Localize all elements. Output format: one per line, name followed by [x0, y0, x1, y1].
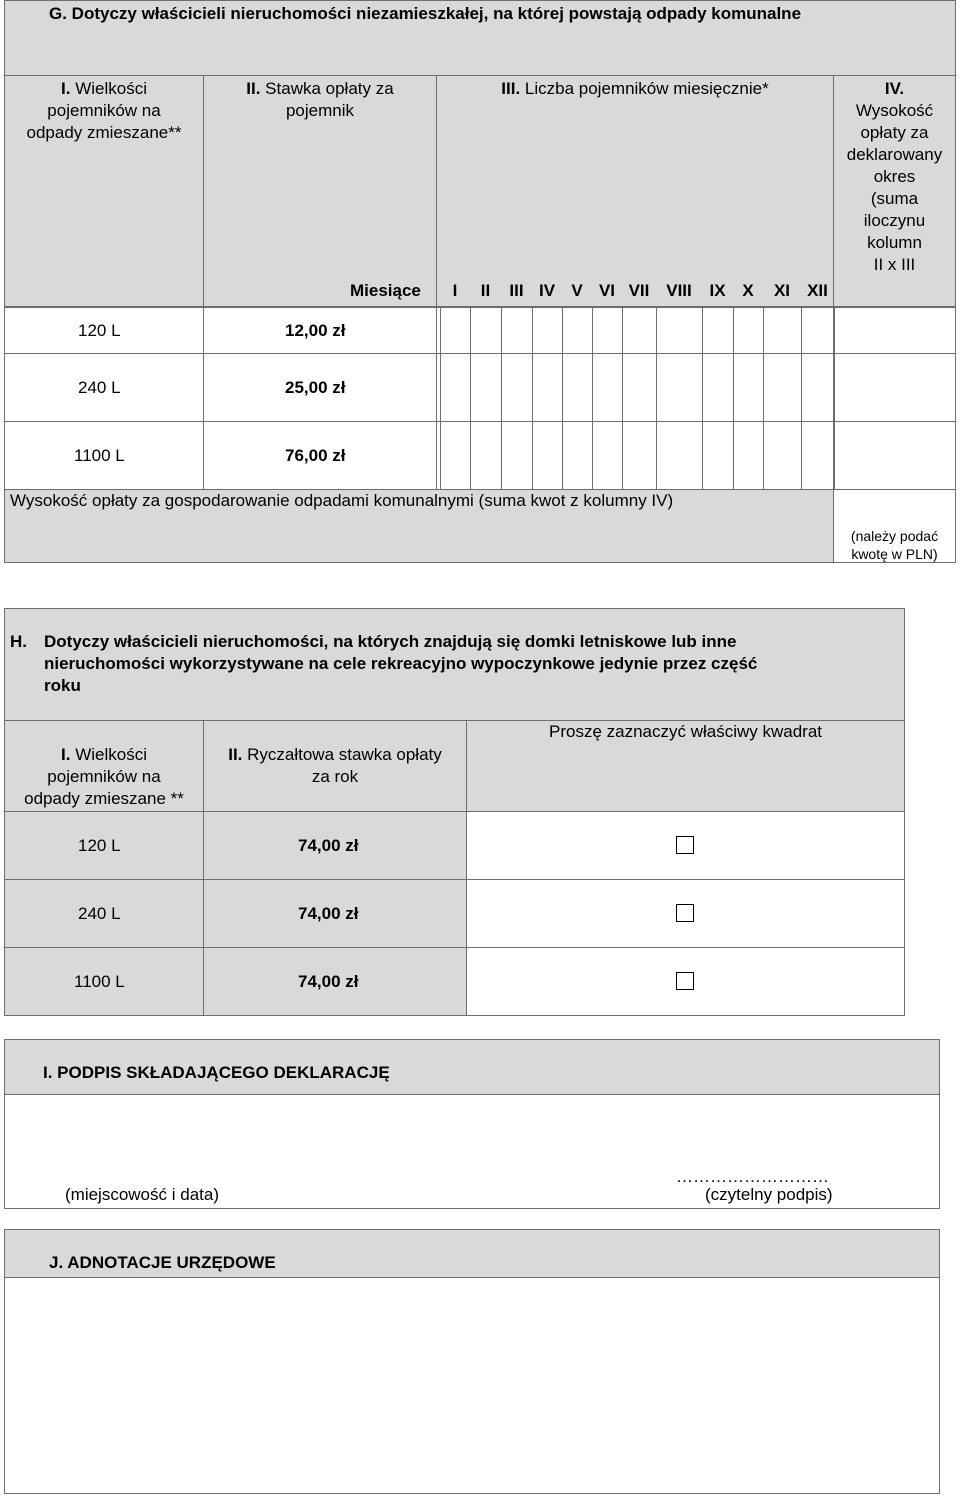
g-total-label: Wysokość opłaty za gospodarowanie odpadami komunalnymi (suma kwot z kolumny IV) — [10, 491, 674, 510]
section-h-letter: H. — [10, 632, 27, 651]
g-row-120-month-iii-input[interactable] — [501, 307, 533, 354]
g-row-240-month-ix-input[interactable] — [702, 353, 734, 422]
h-row-240-rate: 74,00 zł — [298, 904, 359, 923]
month-viii: VIII — [666, 281, 692, 300]
g-row-120-month-ii-input[interactable] — [470, 307, 502, 354]
month-x: X — [742, 281, 754, 300]
g-row-1100-month-iv-input[interactable] — [532, 421, 563, 490]
months-label: Miesiące — [350, 281, 421, 300]
h-row-1100-rate: 74,00 zł — [298, 972, 359, 991]
month-xii: XII — [807, 281, 828, 300]
h-col2-label: II. Ryczałtowa stawka opłaty za rok — [228, 745, 442, 786]
g-row-240-size: 240 L — [78, 378, 121, 397]
g-col3-header — [436, 75, 834, 307]
g-row-1100-month-i-input[interactable] — [440, 421, 471, 490]
g-row-1100-month-viii-input[interactable] — [656, 421, 703, 490]
g-row-120-month-i-input[interactable] — [440, 307, 471, 354]
g-row-120-month-vii-input[interactable] — [622, 307, 657, 354]
g-row-240-month-iv-input[interactable] — [532, 353, 563, 422]
g-row-240-month-vi-input[interactable] — [592, 353, 623, 422]
g-row-240-month-spacer — [436, 353, 441, 422]
h-row-240-size: 240 L — [78, 904, 121, 923]
g-row-120-month-viii-input[interactable] — [656, 307, 703, 354]
month-vi: VI — [598, 281, 616, 300]
g-row-120-month-spacer — [436, 307, 441, 354]
g-row-240-month-v-input[interactable] — [562, 353, 593, 422]
h-row-120-checkbox[interactable] — [676, 836, 694, 854]
g-row-120-month-xi-input[interactable] — [763, 307, 802, 354]
g-row-240-rate: 25,00 zł — [285, 378, 346, 397]
h-col1-label: I. Wielkości pojemników na odpady zmieszane ** — [24, 745, 184, 808]
section-j-body[interactable] — [4, 1277, 940, 1494]
g-row-1100-month-x-input[interactable] — [733, 421, 764, 490]
h-row-1100-size: 1100 L — [74, 972, 125, 991]
g-row-1100-rate: 76,00 zł — [285, 446, 346, 465]
h-col3-label: Proszę zaznaczyć właściwy kwadrat — [548, 722, 823, 741]
g-row-240-month-x-input[interactable] — [733, 353, 764, 422]
month-vii: VII — [628, 281, 650, 300]
g-col3-label: III. Liczba pojemników miesięcznie* — [501, 79, 769, 98]
g-row-1100-month-xii-input[interactable] — [801, 421, 835, 490]
month-ii: II — [480, 281, 491, 300]
g-row-1100-month-spacer — [436, 421, 441, 490]
g-row-240-month-viii-input[interactable] — [656, 353, 703, 422]
g-row-120-rate: 12,00 zł — [285, 321, 346, 340]
g-row-1100-month-iii-input[interactable] — [501, 421, 533, 490]
g-row-120-month-v-input[interactable] — [562, 307, 593, 354]
g-col2-label: II. Stawka opłaty za pojemnik — [246, 79, 394, 120]
section-i-header — [4, 1039, 940, 1095]
g-row-1100-month-vii-input[interactable] — [622, 421, 657, 490]
g-row-240-month-ii-input[interactable] — [470, 353, 502, 422]
signature-label: (czytelny podpis) — [705, 1185, 833, 1204]
g-row-120-month-xii-input[interactable] — [801, 307, 835, 354]
g-row-120-month-vi-input[interactable] — [592, 307, 623, 354]
g-col1-label: I. Wielkości pojemników na odpady zmieszane** — [26, 79, 182, 142]
g-row-240-month-i-input[interactable] — [440, 353, 471, 422]
g-row-1100-amount[interactable] — [833, 421, 956, 490]
section-g-header — [4, 0, 956, 76]
h-row-120-rate: 74,00 zł — [298, 836, 359, 855]
h-row-240-checkbox[interactable] — [676, 904, 694, 922]
month-i: I — [452, 281, 458, 300]
g-col4-label: IV. Wysokość opłaty za deklarowany okres (suma iloczynu kolumn II x III — [846, 79, 943, 274]
section-g-heading: G. Dotyczy właścicieli nieruchomości niezamieszkałej, na której powstają odpady komunalne — [49, 4, 802, 23]
g-row-1100-month-vi-input[interactable] — [592, 421, 623, 490]
g-row-240-amount[interactable] — [833, 353, 956, 422]
place-date-label: (miejscowość i data) — [65, 1185, 219, 1204]
section-h-heading: Dotyczy właścicieli nieruchomości, na których znajdują się domki letniskowe lub inne nieruchomości wykorzystywane na cele rekreacyjno wypoczynkowe jedynie przez część roku — [44, 632, 758, 695]
g-row-1100-month-ix-input[interactable] — [702, 421, 734, 490]
g-row-120-month-iv-input[interactable] — [532, 307, 563, 354]
month-xi: XI — [773, 281, 791, 300]
section-j-header — [4, 1229, 940, 1278]
g-row-120-size: 120 L — [78, 321, 121, 340]
month-iv: IV — [538, 281, 556, 300]
g-row-1100-month-v-input[interactable] — [562, 421, 593, 490]
g-row-120-month-x-input[interactable] — [733, 307, 764, 354]
g-row-240-month-xi-input[interactable] — [763, 353, 802, 422]
h-row-120-size: 120 L — [78, 836, 121, 855]
g-total-note: (należy podać kwotę w PLN) — [850, 528, 939, 562]
h-row-1100-checkbox[interactable] — [676, 972, 694, 990]
month-v: V — [571, 281, 583, 300]
section-i-heading: I. PODPIS SKŁADAJĄCEGO DEKLARACJĘ — [43, 1063, 390, 1082]
signature-dots: ……………………… — [676, 1167, 829, 1186]
section-j-heading: J. ADNOTACJE URZĘDOWE — [49, 1253, 276, 1272]
month-iii: III — [509, 281, 524, 300]
g-row-120-amount[interactable] — [833, 307, 956, 354]
g-row-240-month-iii-input[interactable] — [501, 353, 533, 422]
g-row-240-month-xii-input[interactable] — [801, 353, 835, 422]
g-row-1100-month-ii-input[interactable] — [470, 421, 502, 490]
g-row-120-month-ix-input[interactable] — [702, 307, 734, 354]
g-row-1100-month-xi-input[interactable] — [763, 421, 802, 490]
g-row-1100-size: 1100 L — [74, 446, 125, 465]
g-row-240-month-vii-input[interactable] — [622, 353, 657, 422]
month-ix: IX — [709, 281, 726, 300]
